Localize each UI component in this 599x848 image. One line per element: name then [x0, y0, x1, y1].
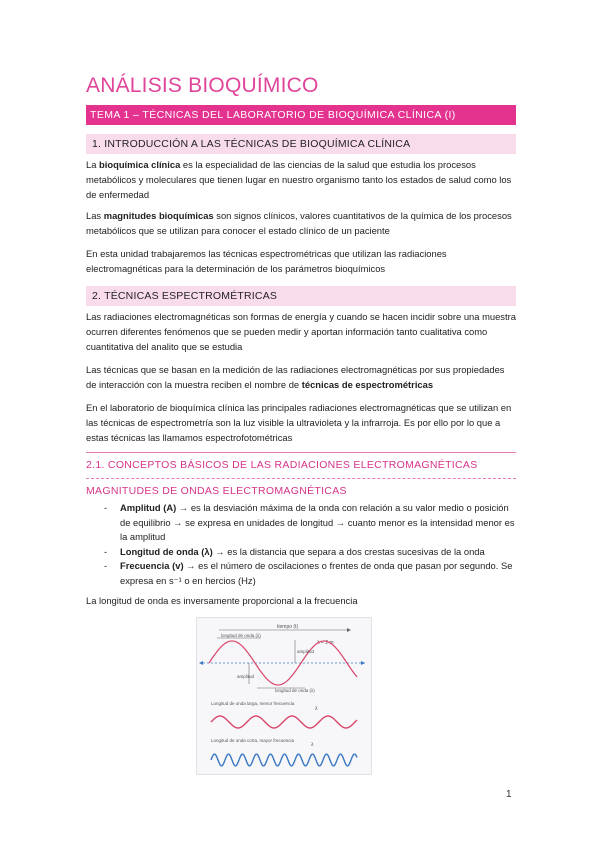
page-number: 1	[506, 789, 512, 800]
bullet-dash: -	[104, 502, 108, 513]
bullet-dash: -	[104, 545, 108, 557]
bullet-dash: -	[104, 560, 108, 571]
list-item: - Longitud de onda (λ) → es la distancia que separa a dos crestas sucesivas de la onda	[86, 545, 516, 560]
wave-diagram-figure	[196, 617, 372, 775]
short-wave	[211, 754, 357, 766]
paragraph-radiaciones: Las radiaciones electromagnéticas son formas de energía y cuando se hacen incidir sobre una muestra ocurren diferentes fenómenos que se pueden medir y aportan información tanto cualitativa como cuantitativa del analito que se estudia	[86, 311, 516, 352]
tema-heading-band: TEMA 1 – TÉCNICAS DEL LABORATORIO DE BIOQUÍMICA CLÍNICA (I)	[86, 105, 516, 125]
paragraph-tecnicas: Las técnicas que se basan en la medición de las radiaciones electromagnéticas por sus propiedades de interacción con la muestra reciben el nombre de técnicas de espectrométricas	[86, 364, 505, 390]
list-item: - Frecuencia (v) → es el número de oscilaciones o frentes de onda que pasan por segundo. Se expresa en s⁻¹ o en hercios (Hz)	[104, 560, 513, 586]
section-2-1-top-rule	[86, 452, 516, 453]
axis-right-arrowhead	[361, 661, 365, 665]
wave-long-lambda: λ	[315, 706, 318, 712]
formula-label: λ = 2 m	[317, 640, 334, 646]
wave-diagram-svg	[197, 618, 371, 774]
tiempo-arrowhead	[347, 628, 351, 632]
section-2-1-bottom-rule	[86, 478, 516, 479]
amplitude-label-2: amplitud	[237, 674, 255, 679]
lambda-bottom-label: longitud de onda (λ)	[275, 688, 315, 693]
subsection-magnitudes-heading: MAGNITUDES DE ONDAS ELECTROMAGNÉTICAS	[86, 485, 347, 497]
paragraph-laboratorio: En el laboratorio de bioquímica clínica las principales radiaciones electromagnéticas que se utilizan en las técnicas de espectrometría son la luz visible la ultravioleta y la infrarroja. Es por ello por lo que a estas técnicas las llamamos espectrofotométricas	[86, 402, 512, 443]
tiempo-label: tiempo (t)	[277, 624, 299, 630]
long-wave	[211, 716, 357, 728]
section-2-1-heading: 2.1. CONCEPTOS BÁSICOS DE LAS RADIACIONES ELECTROMAGNÉTICAS	[86, 459, 478, 471]
paragraph-magnitudes: Las magnitudes bioquímicas son signos clínicos, valores cuantitativos de la química de los procesos metabólicos que se utilizan para conocer el estado clínico de un paciente	[86, 210, 512, 236]
axis-left-arrowhead	[199, 661, 203, 665]
magnitudes-list	[86, 501, 516, 588]
list-item: - Amplitud (A) → es la desviación máxima de la onda con relación a su valor medio o posición de equilibrio → se expresa en unidades de longitud → cuanto menor es la intensidad menor es la amplitud	[104, 502, 515, 542]
paragraph-inversa: La longitud de onda es inversamente proporcional a la frecuencia	[86, 595, 358, 606]
section-1-heading: 1. INTRODUCCIÓN A LAS TÉCNICAS DE BIOQUÍMICA CLÍNICA	[86, 134, 516, 154]
document-title: ANÁLISIS BIOQUÍMICO	[86, 74, 319, 97]
wave-short-label: Longitud de onda corta, mayor frecuencia	[211, 738, 295, 743]
section-2-heading: 2. TÉCNICAS ESPECTROMÉTRICAS	[86, 286, 516, 306]
paragraph-unidad: En esta unidad trabajaremos las técnicas espectrométricas que utilizan las radiaciones electromagnéticas para la determinación de los parámetros bioquímicos	[86, 248, 447, 274]
wave-long-label: Longitud de onda larga, menor frecuencia	[211, 701, 295, 706]
amplitude-label-1: amplitud	[297, 649, 315, 654]
paragraph-bioquimica-clinica: La bioquímica clínica es la especialidad de las ciencias de la salud que estudia los procesos metabólicos y moleculares que tienen lugar en nuestro organismo tanto los estados de salud como los de enfermedad	[86, 159, 512, 200]
lambda-top-label: longitud de onda (λ)	[221, 633, 261, 638]
wave-short-lambda: λ	[311, 742, 314, 748]
